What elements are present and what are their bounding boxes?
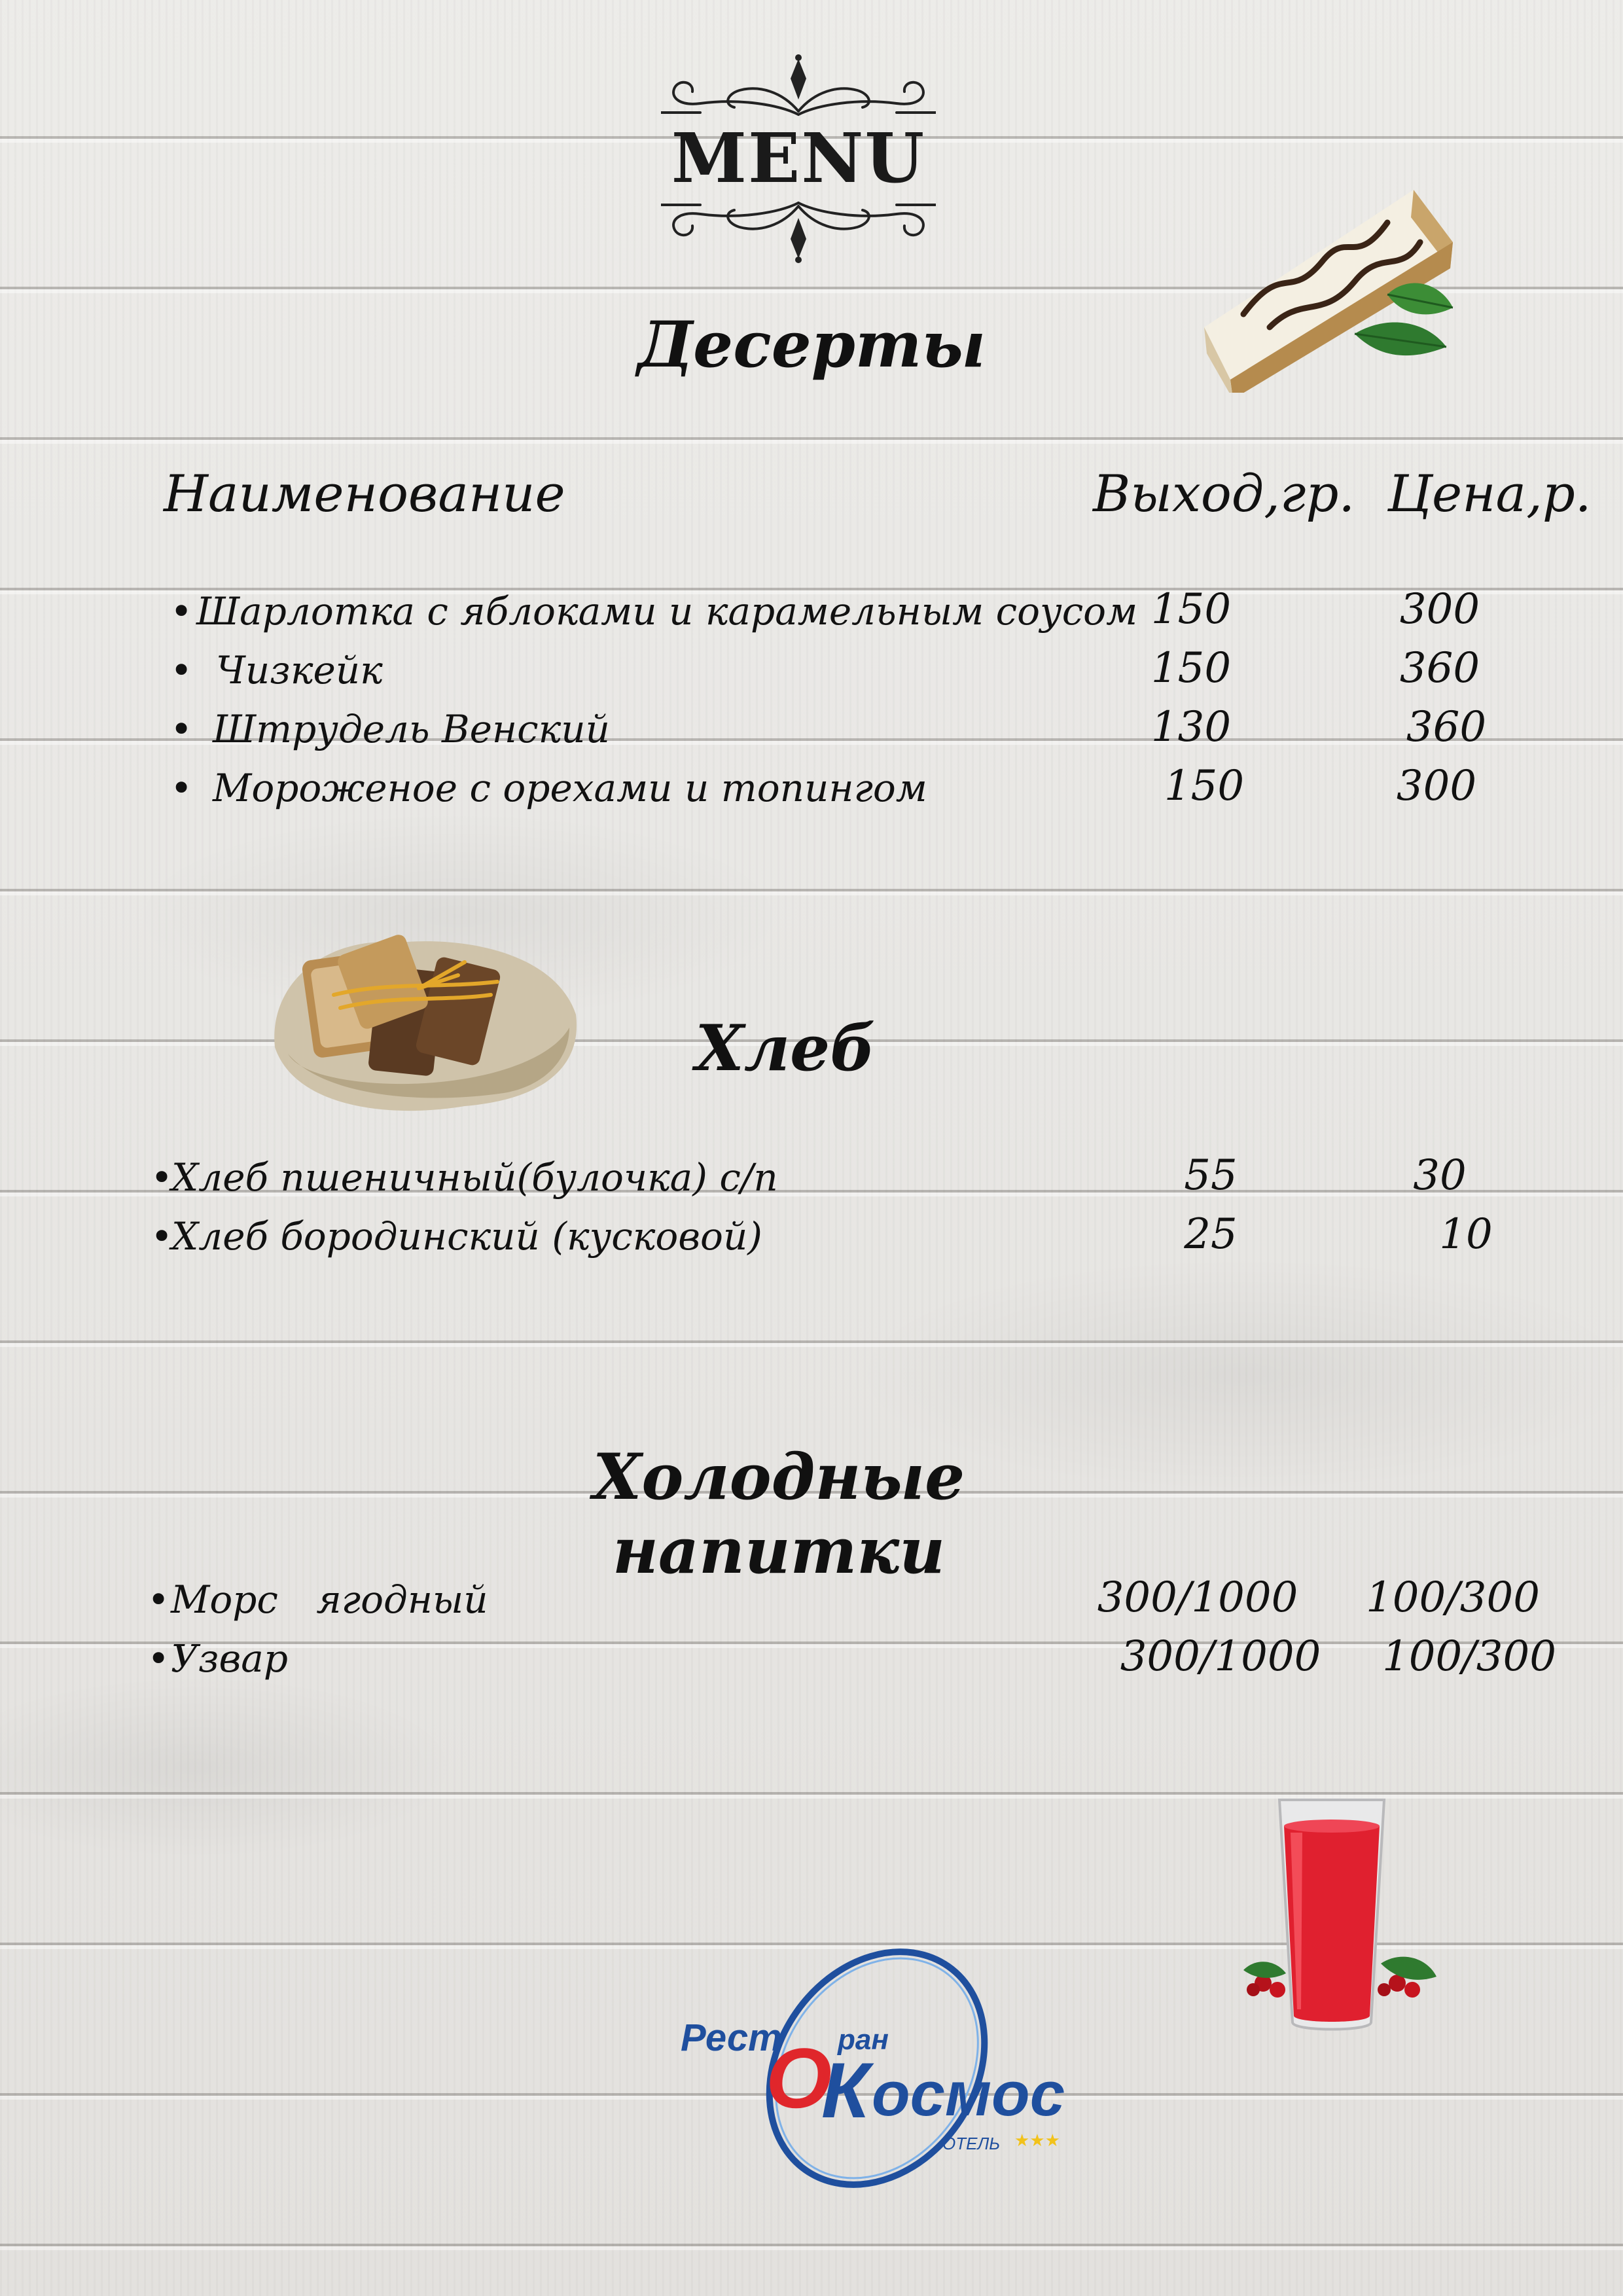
dessert-price: 300 — [1399, 585, 1480, 634]
dessert-price: 360 — [1399, 644, 1480, 692]
bread-row — [151, 1210, 1616, 1273]
bread-weight: 55 — [1184, 1151, 1238, 1200]
bullet: • — [147, 1577, 170, 1622]
menu-header — [661, 52, 936, 262]
bread-price: 30 — [1413, 1151, 1467, 1200]
drink-row — [147, 1573, 1616, 1636]
drink-name: Узвар — [171, 1636, 289, 1681]
dessert-price: 300 — [1396, 762, 1477, 810]
restaurant-logo — [661, 1918, 1106, 2206]
bread-name: Хлеб бородинский (кусковой) — [171, 1214, 762, 1259]
drink-row — [147, 1632, 1616, 1695]
drink-price: 100/300 — [1382, 1632, 1556, 1681]
logo-letter-o: О — [766, 2030, 832, 2126]
bottom-ornament-icon — [661, 193, 936, 265]
bullet: • — [170, 648, 193, 692]
column-header-weight: Выход,гр. — [1093, 465, 1355, 524]
drink-volume: 300/1000 — [1120, 1632, 1321, 1681]
drink-name: Морс ягодный — [171, 1577, 488, 1622]
bullet: • — [151, 1214, 173, 1259]
desserts-title: Десерты — [637, 308, 986, 382]
dessert-row — [170, 644, 1610, 707]
drink-price: 100/300 — [1366, 1573, 1540, 1622]
bread-row — [151, 1151, 1616, 1214]
logo-stars: ★★★ — [1014, 2131, 1060, 2151]
top-ornament-icon — [661, 52, 936, 124]
dessert-name: Штрудель Венский — [213, 707, 610, 751]
berry-juice-glass-image — [1237, 1793, 1446, 2042]
bread-name: Хлеб пшеничный(булочка) с/п — [171, 1155, 778, 1200]
dessert-row — [170, 703, 1610, 766]
bread-price: 10 — [1439, 1210, 1493, 1259]
dessert-row — [170, 585, 1610, 648]
bread-weight: 25 — [1184, 1210, 1238, 1259]
column-header-price: Цена,р. — [1387, 465, 1592, 524]
bullet: • — [151, 1155, 173, 1200]
dessert-weight: 150 — [1150, 585, 1232, 634]
logo-letter-k: К — [821, 2047, 870, 2134]
dessert-weight: 130 — [1150, 703, 1232, 751]
bread-basket-image — [268, 897, 582, 1119]
dessert-name: Шарлотка с яблоками и карамельным соусом — [196, 589, 1138, 634]
dessert-name: Чизкейк — [216, 648, 383, 692]
bullet: • — [147, 1636, 170, 1681]
dessert-price: 360 — [1406, 703, 1487, 751]
bread-title: Хлеб — [695, 1011, 876, 1085]
dessert-row — [170, 762, 1610, 825]
dessert-name: Мороженое с орехами и топингом — [213, 766, 927, 810]
drinks-title: Холодные напитки — [592, 1440, 965, 1588]
dessert-weight: 150 — [1164, 762, 1245, 810]
logo-word-rest: Рест — [681, 2017, 782, 2059]
bullet: • — [170, 766, 193, 810]
cheesecake-image — [1191, 164, 1466, 393]
column-header-name: Наименование — [164, 465, 565, 524]
bullet: • — [170, 707, 193, 751]
logo-word-hotel: ОТЕЛЬ — [942, 2134, 1001, 2153]
dessert-weight: 150 — [1150, 644, 1232, 692]
bullet: • — [170, 589, 193, 634]
drink-volume: 300/1000 — [1097, 1573, 1298, 1622]
menu-title: MENU — [671, 118, 926, 198]
logo-word-kosmos: осмос — [872, 2059, 1065, 2129]
logo-word-ran: ран — [838, 2024, 889, 2056]
